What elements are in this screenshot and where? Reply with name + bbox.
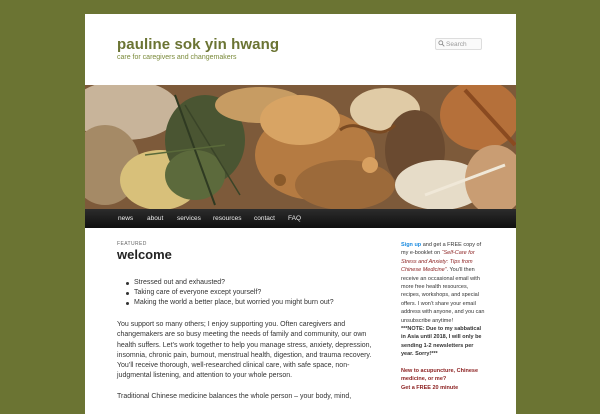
- new-patient-text: Get a FREE 20 minute: [401, 384, 459, 391]
- post-title[interactable]: welcome: [117, 247, 172, 262]
- header-herbs-illustration: [85, 85, 516, 209]
- list-item: Taking care of everyone except yourself?: [125, 288, 334, 298]
- search-icon: [438, 40, 445, 47]
- site-description: care for caregivers and changemakers: [117, 54, 237, 61]
- featured-label: FEATURED: [117, 241, 147, 247]
- page-container: [85, 14, 516, 414]
- ebooklet-link[interactable]: “Self-Care for Stress and Anxiety: Tips from Chinese Medicine”: [401, 250, 475, 274]
- new-patient-heading: New to acupuncture, Chinese medicine, or me?: [401, 367, 479, 383]
- sidebar: [401, 241, 486, 392]
- nav-item-services[interactable]: services: [177, 215, 201, 222]
- post-paragraph: You support so many others; I enjoy supporting you. Often caregivers and changemakers are so busy meeting the needs of family and community, our own health suffers. Let’s work together to help you manage stress, anxiety, depression, insomnia, chronic pain, burnout, menstrual health, digestion, and trauma recovery. You’ll receive thorough, well-researched clinical care, with safe space, non-judgmental listening, and attention to your whole person.: [117, 321, 372, 380]
- intro-bullet-list: [125, 278, 334, 308]
- signup-text-continued: . You’ll then receive an occasional email with more free health resources, recipes, workshops, and special offers. I won’t share your email address with anyone, and you can unsubscribe anytime!: [401, 267, 485, 324]
- nav-item-about[interactable]: about: [147, 215, 164, 222]
- sidebar-spacer: [401, 359, 486, 367]
- post-paragraph: Traditional Chinese medicine balances the whole person – your body, mind,: [117, 393, 352, 400]
- search-box[interactable]: [435, 38, 482, 50]
- nav-item-contact[interactable]: contact: [254, 215, 275, 222]
- nav-item-resources[interactable]: resources: [213, 215, 242, 222]
- list-item: Stressed out and exhausted?: [125, 278, 334, 288]
- nav-item-news[interactable]: news: [118, 215, 134, 222]
- signup-text: and get a FREE copy of my e-booklet on: [401, 242, 482, 257]
- header-image: [85, 85, 516, 209]
- main-navigation: [85, 209, 516, 228]
- search-input[interactable]: [446, 39, 481, 49]
- list-item: Making the world a better place, but worried you might burn out?: [125, 298, 334, 308]
- site-title[interactable]: pauline sok yin hwang: [117, 36, 280, 53]
- sabbatical-note: ***NOTE: Due to my sabbatical in Asia until 2018, I will only be sending 1-2 newsletters per year. Sorry!***: [401, 326, 482, 358]
- signup-widget: [401, 241, 486, 325]
- signup-link[interactable]: Sign up: [401, 242, 422, 248]
- nav-item-faq[interactable]: FAQ: [288, 215, 302, 222]
